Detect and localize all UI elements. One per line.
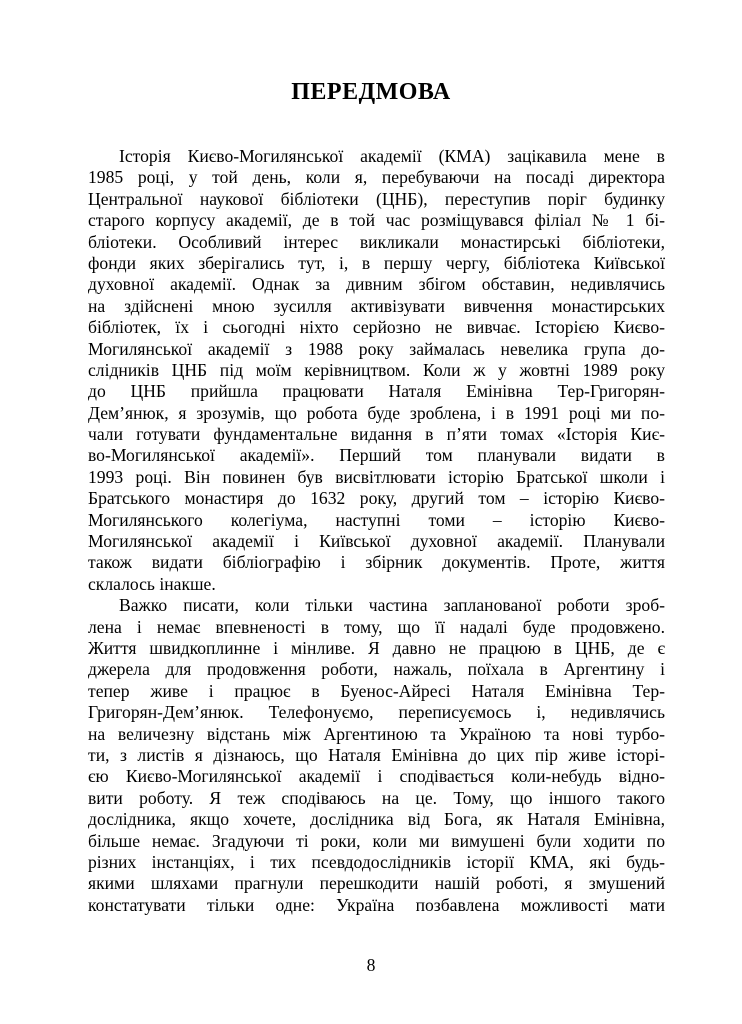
text-line: Могилянської академії з 1988 року займалась невелика група до- [88,338,665,359]
text-line: Життя швидкоплинне і мінливе. Я давно не працюю в ЦНБ, де є [88,637,665,658]
text-line: Григорян-Дем’янюк. Телефонуємо, переписуємось і, недивлячись [88,702,665,723]
text-line: слідників ЦНБ під моїм керівництвом. Коли ж у жовтні 1989 року [88,359,665,380]
text-line: Дем’янюк, я зрозумів, що робота буде зроблена, і в 1991 році ми по- [88,402,665,423]
page-title: ПЕРЕДМОВА [291,79,451,105]
paragraph-2 [88,595,665,916]
text-line: джерела для продовження роботи, нажаль, поїхала в Аргентину і [88,659,665,680]
text-line: до ЦНБ прийшла працювати Наталя Емінівна Тер-Григорян- [88,381,665,402]
text-line: во-Могилянської академії». Перший том планували видати в [88,445,665,466]
text-line: також видати бібліографію і збірник документів. Проте, життя [88,552,665,573]
text-line: бліотеки. Особливий інтерес викликали монастирські бібліотеки, [88,231,665,252]
text-line: на здійснені мною зусилля активізувати вивчення монастирських [88,295,665,316]
text-line: на величезну відстань між Аргентиною та Україною та нові турбо- [88,723,665,744]
paragraph-1 [88,146,665,595]
text-line: фонди яких зберігались тут, і, в першу чергу, бібліотека Київської [88,252,665,273]
text-line: старого корпусу академії, де в той час розміщувався філіал № 1 бі- [88,210,665,231]
text-line: Історія Києво-Могилянської академії (КМА) зацікавила мене в [119,146,665,166]
text-line: склалось інакше. [88,573,216,594]
text-line: Братського монастиря до 1632 року, другий том – історію Києво- [88,488,665,509]
text-line: духовної академії. Однак за дивним збігом обставин, недивлячись [88,274,665,295]
page-number: 8 [366,955,376,975]
text-line: Центральної наукової бібліотеки (ЦНБ), переступив поріг будинку [88,188,665,209]
text-line: констатувати тільки одне: Україна позбавлена можливості мати [88,894,665,915]
text-line: більше немає. Згадуючи ті роки, коли ми вимушені були ходити по [88,830,665,851]
text-line: 1985 році, у той день, коли я, перебуваючи на посаді директора [88,167,665,188]
text-line: різних інстанціях, і тих псевдодослідників історії КМА, які будь- [88,851,665,872]
body-text [88,146,665,916]
text-line: Могилянської академії і Київської духовної академії. Планували [88,531,665,552]
text-line: якими шляхами прагнули перешкодити нашій роботі, я змушений [88,873,665,894]
text-line: 1993 році. Він повинен був висвітлювати історію Братської школи і [88,466,665,487]
text-line: бібліотек, їх і сьогодні ніхто серйозно не вивчає. Історією Києво- [88,317,665,338]
text-line: ти, з листів я дізнаюсь, що Наталя Емінівна до цих пір живе історі- [88,744,665,765]
text-line: Важко писати, коли тільки частина запланованої роботи зроб- [119,595,665,616]
text-line: вити роботу. Я теж сподіваюсь на це. Тому, що іншого такого [88,787,665,808]
text-line: тепер живе і працює в Буенос-Айресі Наталя Емінівна Тер- [88,680,665,701]
text-line: Могилянського колегіума, наступні томи – історію Києво- [88,509,665,530]
text-line: лена і немає впевненості в тому, що її надалі буде продовжено. [88,616,665,637]
text-line: чали готувати фундаментальне видання в п’яти томах «Історія Киє- [88,424,665,445]
text-line: єю Києво-Могилянської академії і сподівається коли-небудь відно- [88,766,665,787]
text-line: дослідника, якщо хочете, дослідника від Бога, як Наталя Емінівна, [88,809,665,830]
